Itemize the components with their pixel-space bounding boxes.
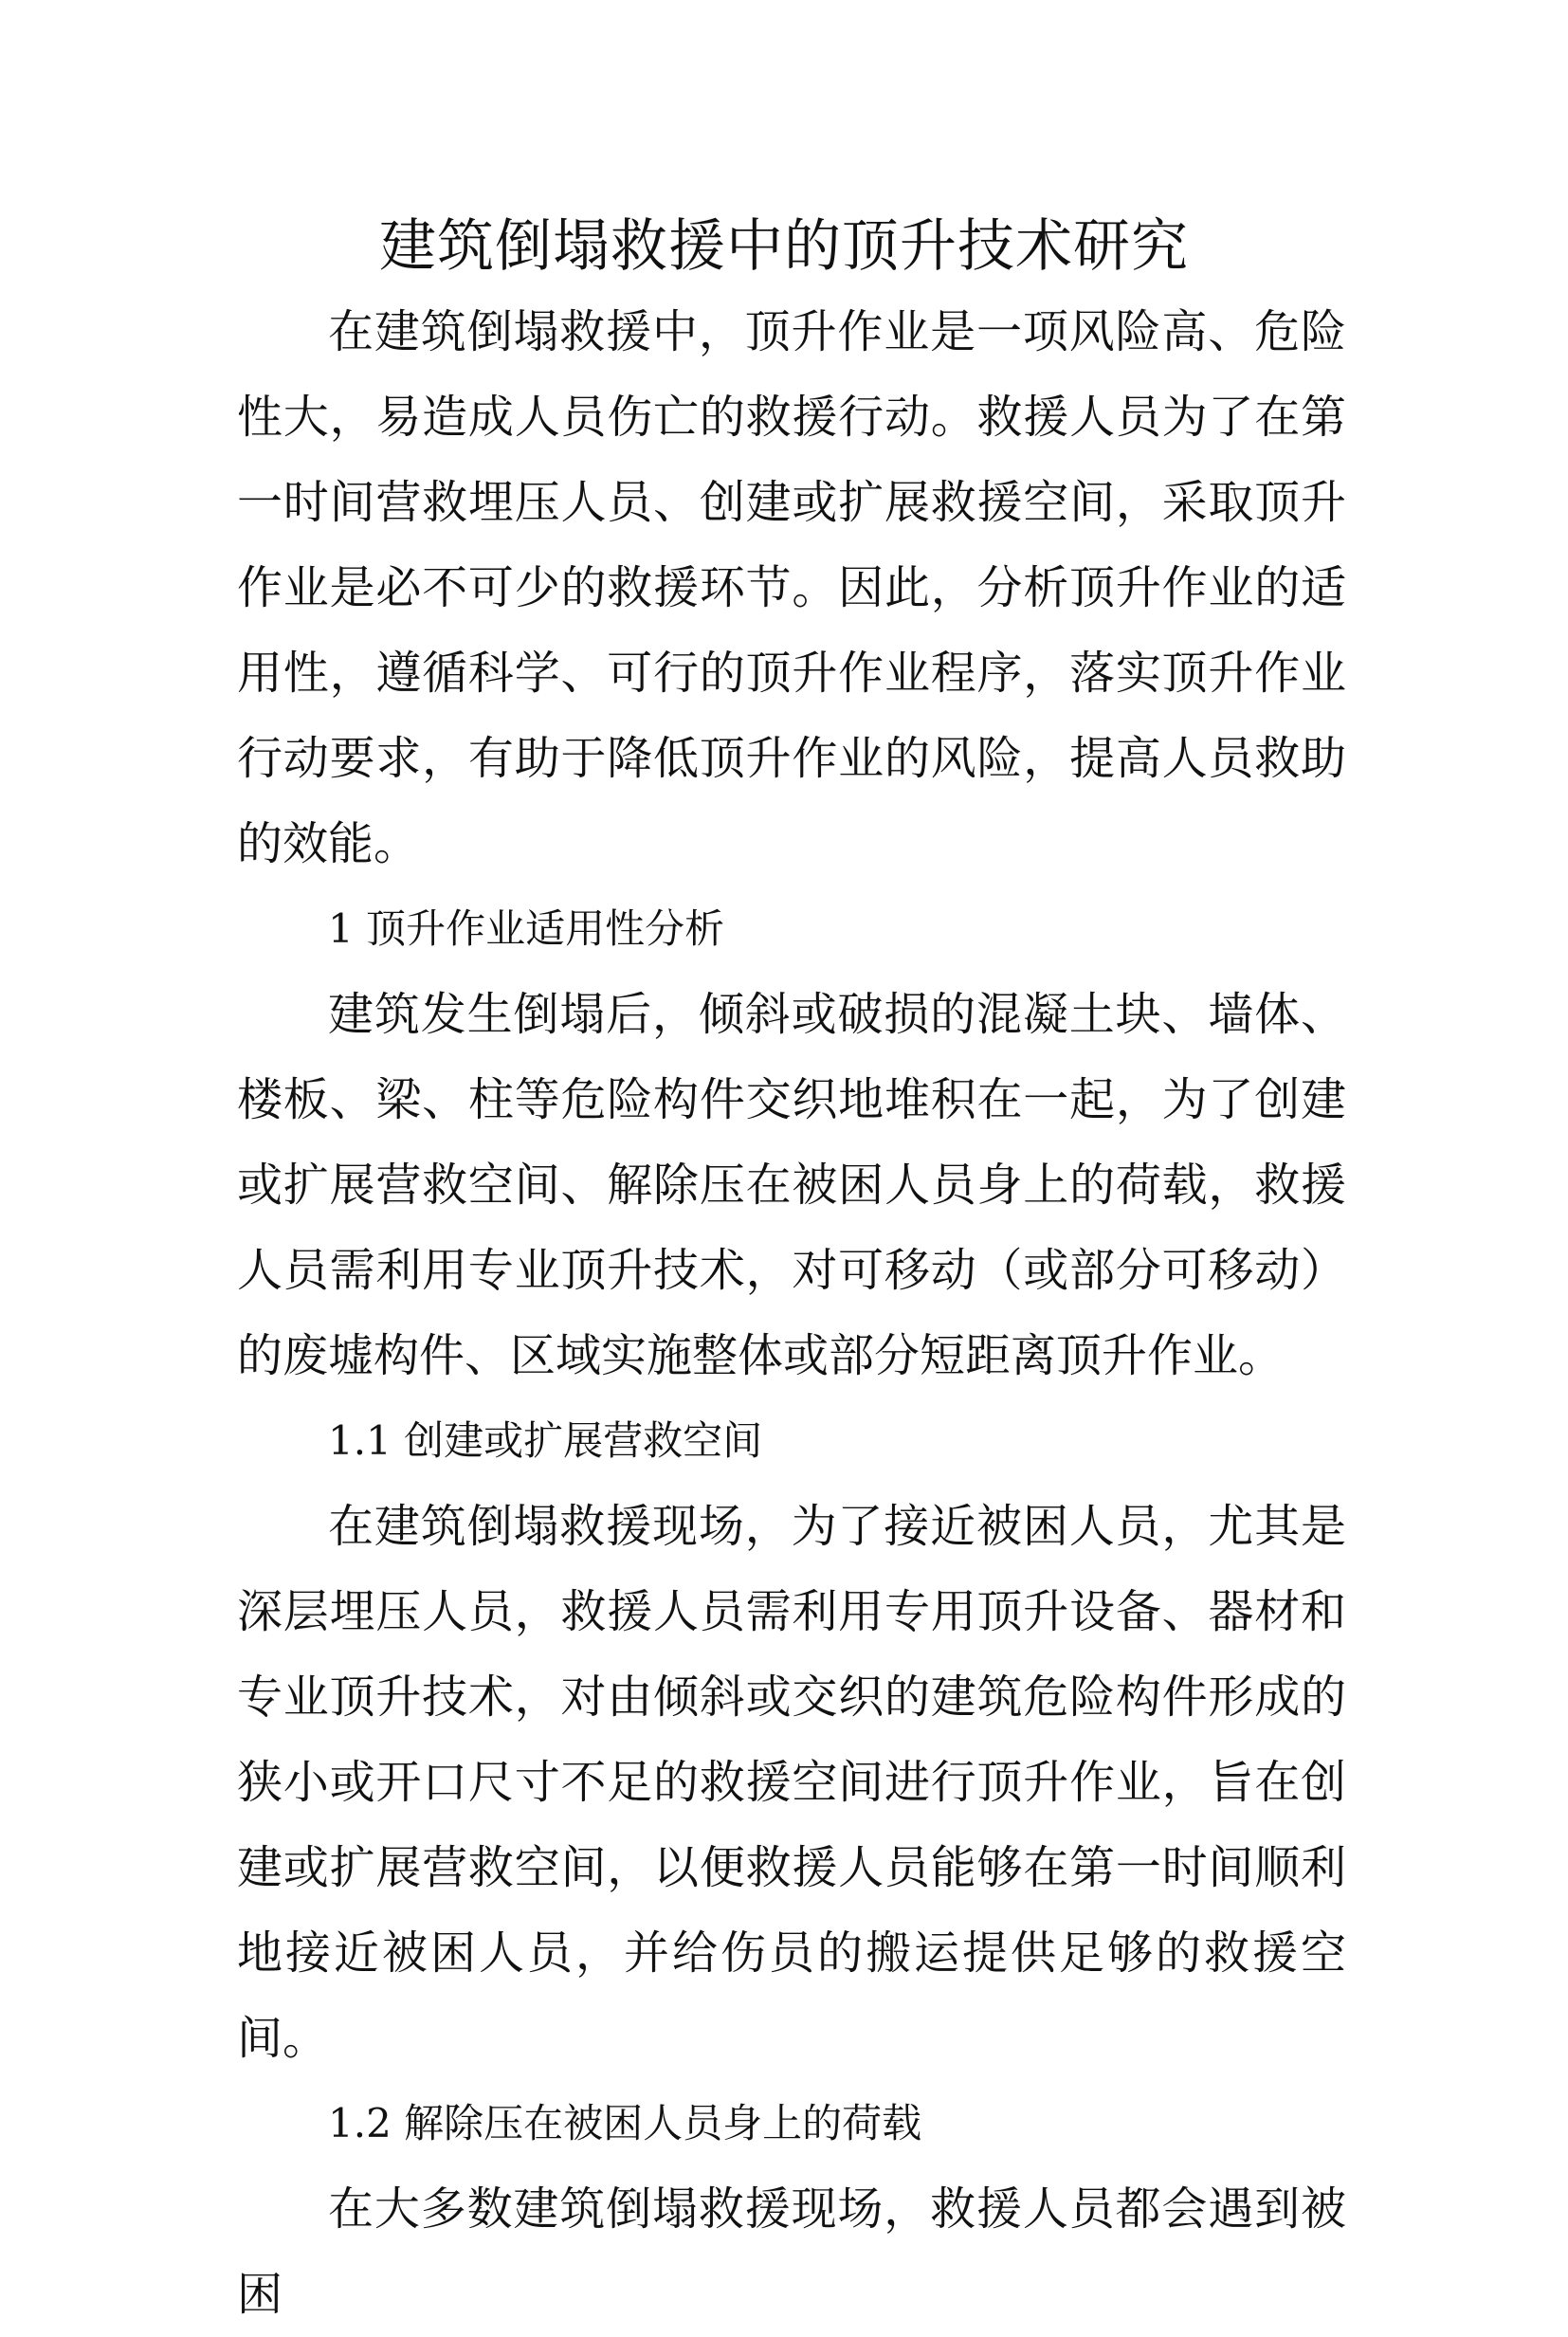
section-1-2-heading xyxy=(237,2081,1346,2166)
document-body xyxy=(237,289,1346,2337)
section-heading-text: 顶升作业适用性分析 xyxy=(366,905,725,952)
document-title: 建筑倒塌救援中的顶升技术研究 xyxy=(379,213,1189,280)
section-number: 1 xyxy=(328,905,354,952)
section-1-heading xyxy=(237,886,1346,972)
section-heading-text: 解除压在被困人员身上的荷载 xyxy=(404,2100,922,2146)
section-number: 1.1 xyxy=(328,1417,392,1464)
section-heading-text: 创建或扩展营救空间 xyxy=(404,1417,763,1464)
section-1-paragraph: 建筑发生倒塌后，倾斜或破损的混凝土块、墙体、楼板、梁、柱等危险构件交织地堆积在一起，为了创建或扩展营救空间、解除压在被困人员身上的荷载，救援人员需利用专业顶升技术，对可移动（或部分可移动）的废墟构件、区域实施整体或部分短距离顶升作业。 xyxy=(237,988,1346,1382)
section-number: 1.2 xyxy=(328,2100,392,2146)
section-1-1-paragraph: 在建筑倒塌救援现场，为了接近被困人员，尤其是深层埋压人员，救援人员需利用专用顶升设备、器材和专业顶升技术，对由倾斜或交织的建筑危险构件形成的狭小或开口尺寸不足的救援空间进行顶升作业，旨在创建或扩展营救空间，以便救援人员能够在第一时间顺利地接近被困人员，并给伤员的搬运提供足够的救援空间。 xyxy=(237,1500,1346,2065)
section-1-1-heading xyxy=(237,1398,1346,1484)
section-1-2-paragraph: 在大多数建筑倒塌救援现场，救援人员都会遇到被困 xyxy=(237,2182,1346,2321)
intro-paragraph: 在建筑倒塌救援中，顶升作业是一项风险高、危险性大，易造成人员伤亡的救援行动。救援人员为了在第一时间营救埋压人员、创建或扩展救援空间，采取顶升作业是必不可少的救援环节。因此，分析顶升作业的适用性，遵循科学、可行的顶升作业程序，落实顶升作业行动要求，有助于降低顶升作业的风险，提高人员救助的效能。 xyxy=(237,305,1346,870)
